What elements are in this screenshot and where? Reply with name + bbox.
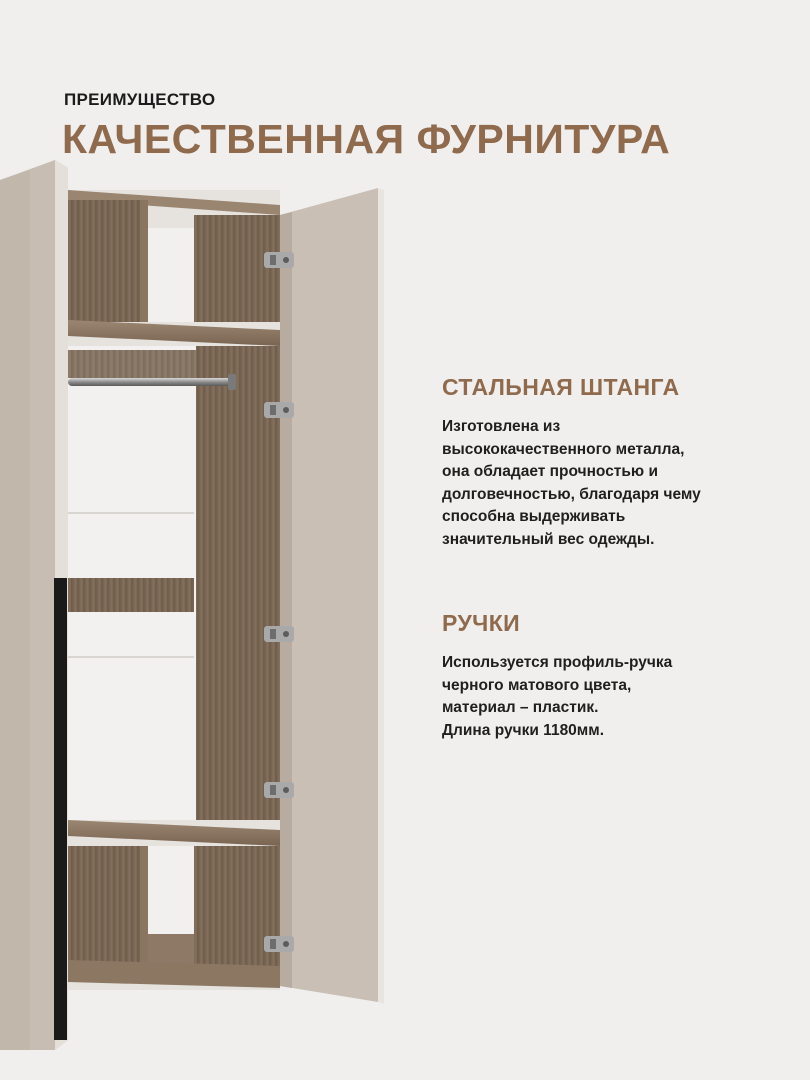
hinge-icon (264, 252, 294, 268)
feature-title-steel-rod: СТАЛЬНАЯ ШТАНГА (442, 374, 680, 400)
hinge-icon (264, 782, 294, 798)
feature-title-handles: РУЧКИ (442, 610, 521, 636)
eyebrow-label: ПРЕИМУЩЕСТВО (64, 90, 216, 109)
hinge-icon (264, 402, 294, 418)
feature-text-line: значительный вес одежды. (442, 530, 655, 548)
feature-text-line: Изготовлена из (442, 418, 561, 435)
feature-text-line: материал – пластик. (442, 699, 599, 716)
feature-description-handles (442, 652, 772, 742)
feature-text-line: Используется профиль-ручка (442, 654, 673, 671)
feature-description-steel-rod (442, 416, 772, 551)
feature-text-line: способна выдерживать (442, 508, 626, 525)
feature-text-line: Длина ручки 1180мм. (442, 721, 605, 739)
feature-text-line: черного матового цвета, (442, 676, 632, 694)
hinge-icon (264, 936, 294, 952)
steel-rod (68, 378, 236, 386)
feature-text-line: долговечностью, благодаря чему (442, 485, 701, 503)
hanging-area (68, 346, 280, 820)
hinge-icon (264, 626, 294, 642)
bottom-compartment (68, 846, 280, 988)
profile-handle (54, 578, 67, 1040)
right-door (280, 188, 384, 1004)
feature-text-line: она обладает прочностью и (442, 463, 659, 480)
page-title: КАЧЕСТВЕННАЯ ФУРНИТУРА (62, 116, 671, 162)
rod-holder (228, 374, 236, 390)
feature-text-line: высококачественного металла, (442, 440, 685, 458)
